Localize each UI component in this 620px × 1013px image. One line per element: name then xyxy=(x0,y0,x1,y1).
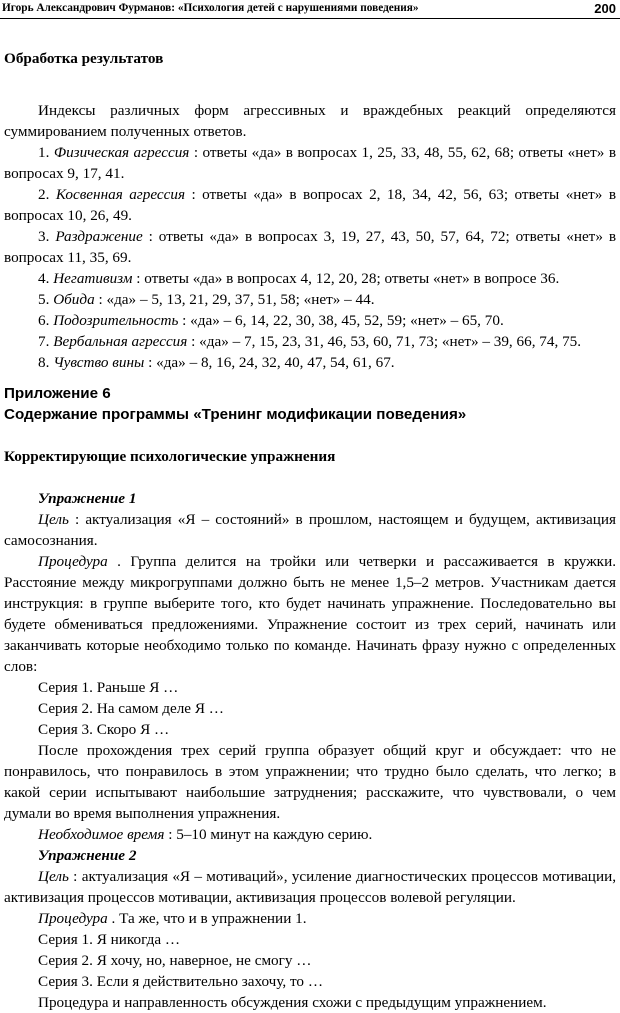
page-header xyxy=(0,0,620,22)
exercise2-series: Серия 2. Я хочу, но, наверное, не смогу … xyxy=(38,952,312,969)
result-item: 8. Чувство вины : «да» – 8, 16, 24, 32, 40, 47, 54, 61, 67. xyxy=(38,354,395,371)
result-item: 7. Вербальная агрессия : «да» – 7, 15, 23, 31, 46, 53, 60, 71, 73; «нет» – 39, 66, 74, 75. xyxy=(38,333,582,350)
appendix-label: Приложение 6 xyxy=(4,385,111,402)
exercise1-discussion: После прохождения трех серий группа образует общий круг и обсуждает: что не понравилось, что понравилось в этом упражнении; что трудно было сделать, что легко; в какой серии испытывают наибольшие затруднения; расскажите, что чувствовали, о чем думали во время выполнения упражнения. xyxy=(4,742,616,822)
exercise2-closing: Процедура и направленность обсуждения схожи с предыдущим упражнением. xyxy=(38,994,547,1011)
page-number: 200 xyxy=(594,1,616,16)
exercise1-title: Упражнение 1 xyxy=(38,490,137,507)
exercise1-series: Серия 1. Раньше Я … xyxy=(38,679,179,696)
exercise2-series: Серия 1. Я никогда … xyxy=(38,931,181,948)
exercise1-series: Серия 2. На самом деле Я … xyxy=(38,700,224,717)
book-title: Игорь Александрович Фурманов: «Психология детей с нарушениями поведения» xyxy=(2,2,419,14)
result-item: 4. Негативизм : ответы «да» в вопросах 4, 12, 20, 28; ответы «нет» в вопросе 36. xyxy=(38,270,560,287)
exercise1-goal: Цель : актуализация «Я – состояний» в прошлом, настоящем и будущем, активизация самосознания. xyxy=(4,511,616,549)
exercise2-goal: Цель : актуализация «Я – мотиваций», усиление диагностических процессов мотивации, активизация процессов мотивации, активизация процессов волевой регуляции. xyxy=(4,868,616,906)
results-intro: Индексы различных форм агрессивных и враждебных реакций определяются суммированием полученных ответов. xyxy=(4,102,616,140)
exercise1-series: Серия 3. Скоро Я … xyxy=(38,721,170,738)
result-item: 1. Физическая агрессия : ответы «да» в вопросах 1, 25, 33, 48, 55, 62, 68; ответы «нет» в вопросах 9, 17, 41. xyxy=(4,144,616,182)
header-divider xyxy=(0,18,620,19)
exercise2-procedure: Процедура . Та же, что и в упражнении 1. xyxy=(38,910,307,927)
exercises-heading: Корректирующие психологические упражнения xyxy=(4,448,336,465)
appendix-title: Содержание программы «Тренинг модификации поведения» xyxy=(4,406,467,423)
exercise2-title: Упражнение 2 xyxy=(38,847,137,864)
result-item: 3. Раздражение : ответы «да» в вопросах 3, 19, 27, 43, 50, 57, 64, 72; ответы «нет» в вопросах 11, 35, 69. xyxy=(4,228,617,266)
exercise1-procedure: Процедура . Группа делится на тройки или четверки и рассаживается в кружки. Расстояние между микрогруппами должно быть не менее 1,5–2 метров. Участникам дается инструкция: в группе выберите того, кто будет начинать упражнение. Последовательно вы будете обмениваться предложениями. Упражнение состоит из трех серий, начинать или заканчивать которые необходимо только по команде. Начинать фразу нужно с определенных слов: xyxy=(4,553,616,675)
result-item: 2. Косвенная агрессия : ответы «да» в вопросах 2, 18, 34, 42, 56, 63; ответы «нет» в вопросах 10, 26, 49. xyxy=(4,186,617,224)
page-body xyxy=(4,48,616,1013)
result-item: 6. Подозрительность : «да» – 6, 14, 22, 30, 38, 45, 52, 59; «нет» – 65, 70. xyxy=(38,312,504,329)
exercise2-series: Серия 3. Если я действительно захочу, то … xyxy=(38,973,324,990)
result-item: 5. Обида : «да» – 5, 13, 21, 29, 37, 51, 58; «нет» – 44. xyxy=(38,291,375,308)
exercise1-time: Необходимое время : 5–10 минут на каждую серию. xyxy=(38,826,373,843)
results-heading: Обработка результатов xyxy=(4,50,164,67)
